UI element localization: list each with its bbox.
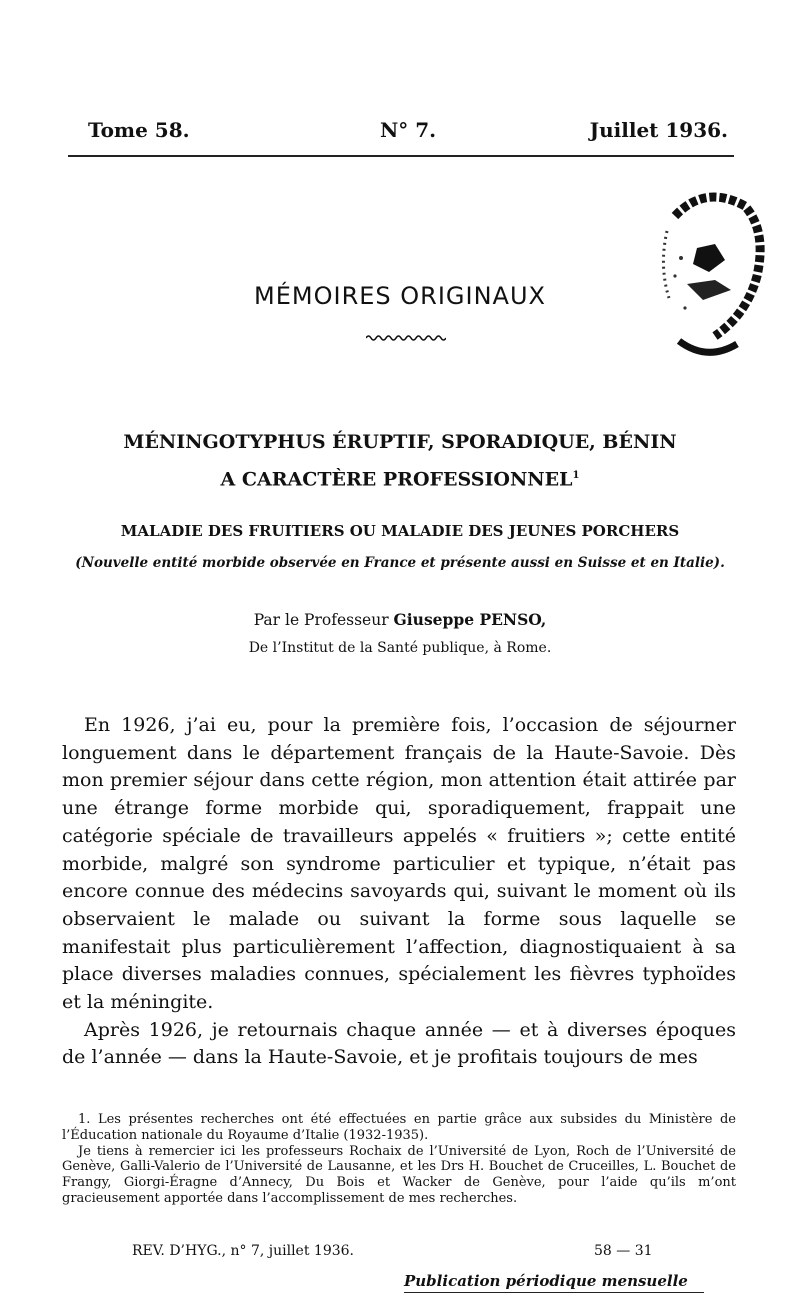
journal-reference: REV. D’HYG., n° 7, juillet 1936.: [132, 1243, 354, 1259]
decorative-wavy-rule: [366, 333, 446, 343]
footnote-1: 1. Les présentes recherches ont été effectuées en partie grâce aux subsides du Ministère de l’Éducation nationale du Royaume d’Italie (1932-1935).: [62, 1112, 736, 1143]
library-stamp-icon: [645, 186, 765, 361]
issue-number: N° 7.: [380, 118, 437, 142]
issue-date: Juillet 1936.: [589, 118, 728, 142]
body-paragraph-2: Après 1926, je retournais chaque année — et à diverses époques de l’année — dans la Haute-Savoie, et je profitais toujours de mes: [62, 1018, 736, 1069]
article-subtitle: MALADIE DES FRUITIERS OU MALADIE DES JEUNES PORCHERS: [120, 522, 680, 540]
article-subtitle-note: (Nouvelle entité morbide observée en France et présente aussi en Suisse et en Italie).: [75, 555, 725, 571]
author-name: Giuseppe PENSO,: [393, 610, 547, 629]
article-title: [0, 425, 800, 496]
page-number: 58 — 31: [594, 1243, 653, 1259]
running-header: [88, 118, 728, 150]
footnote-2: Je tiens à remercier ici les professeurs Rochaix de l’Université de Lyon, Roch de l’Université de Genève, Galli-Valerio de l’Université de Lausanne, et les Drs H. Bouchet de Cruceilles, L. Bouchet de Frangy, Giorgi-Éragne d’Annecy, Du Bois et Wacker de Genève, pour l’aide qu’ils m’ont gracieusement apportée dans l’accomplissement de mes recherches.: [62, 1143, 736, 1206]
article-title-line-1: MÉNINGOTYPHUS ÉRUPTIF, SPORADIQUE, BÉNIN: [123, 431, 677, 453]
author-line: [0, 610, 800, 629]
header-rule: [68, 155, 734, 157]
body-paragraph-1: En 1926, j’ai eu, pour la première fois, l’occasion de séjourner longuement dans le département français de la Haute-Savoie. Dès mon premier séjour dans cette région, mon attention était attirée par une étrange forme morbide qui, sporadiquement, frappait une catégorie spéciale de travailleurs appelés « fruitiers »; cette entité morbide, malgré son syndrome particulier et typique, n’était pas encore connue des médecins savoyards qui, suivant le moment où ils observaient le malade ou suivant la forme sous laquelle se manifestait plus particulièrement l’affection, diagnostiquaient à sa place diverses maladies connues, spécialement les fièvres typhoïdes et la méningite.: [62, 714, 736, 1014]
article-title-line-2: A CARACTÈRE PROFESSIONNEL$^1$: [220, 468, 580, 491]
section-title: MÉMOIRES ORIGINAUX: [254, 282, 546, 310]
publication-note: Publication périodique mensuelle: [404, 1272, 688, 1290]
footnote-mark: 1: [572, 470, 580, 481]
author-affiliation: De l’Institut de la Santé publique, à Rome.: [248, 640, 552, 656]
volume-label: Tome 58.: [88, 118, 190, 142]
footer-rule: [404, 1292, 704, 1293]
page-footer: [132, 1243, 672, 1263]
author-prefix: Par le Professeur: [253, 611, 389, 629]
article-body: [62, 712, 736, 1072]
footnotes: [62, 1112, 736, 1207]
